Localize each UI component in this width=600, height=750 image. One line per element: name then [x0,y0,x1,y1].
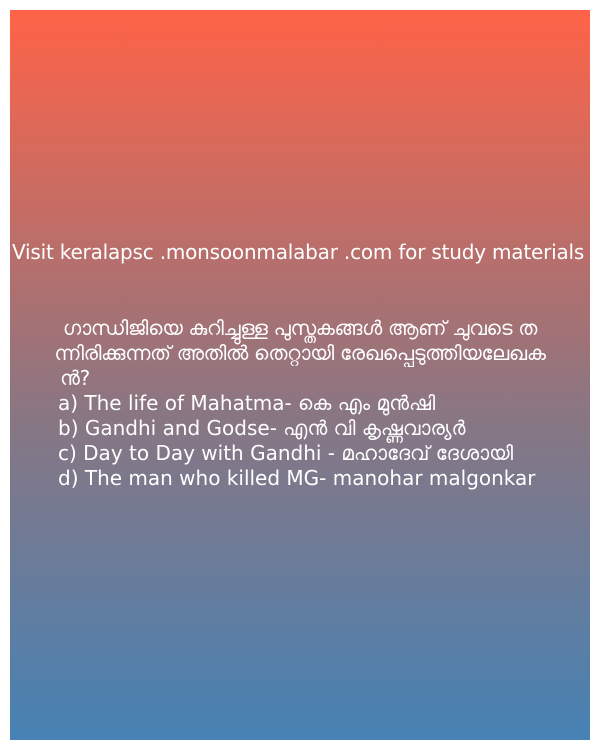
option-c: c) Day to Day with Gandhi - മഹാദേവ് ദേശായി [58,441,514,465]
option-b: b) Gandhi and Godse- എൻ വി കൃഷ്ണവാര്യർ [58,416,466,440]
question-card [10,10,590,740]
promo-text: Visit keralapsc .monsoonmalabar .com for study materials [12,240,585,264]
options-list [58,391,536,491]
question-line-3: ൻ? [60,366,90,390]
question-text [14,316,586,391]
option-a: a) The life of Mahatma- കെ എം മുൻഷി [58,391,436,415]
question-line-1: ഗാന്ധിജിയെ കുറിച്ചുള്ള പുസ്തകങ്ങൾ ആണ് ചുവടെ ത [62,316,538,340]
question-line-2: ന്നിരിക്കുന്നത് അതിൽ തെറ്റായി രേഖപ്പെടുത്തിയലേഖക [54,341,546,365]
option-d: d) The man who killed MG- manohar malgonkar [58,466,536,490]
